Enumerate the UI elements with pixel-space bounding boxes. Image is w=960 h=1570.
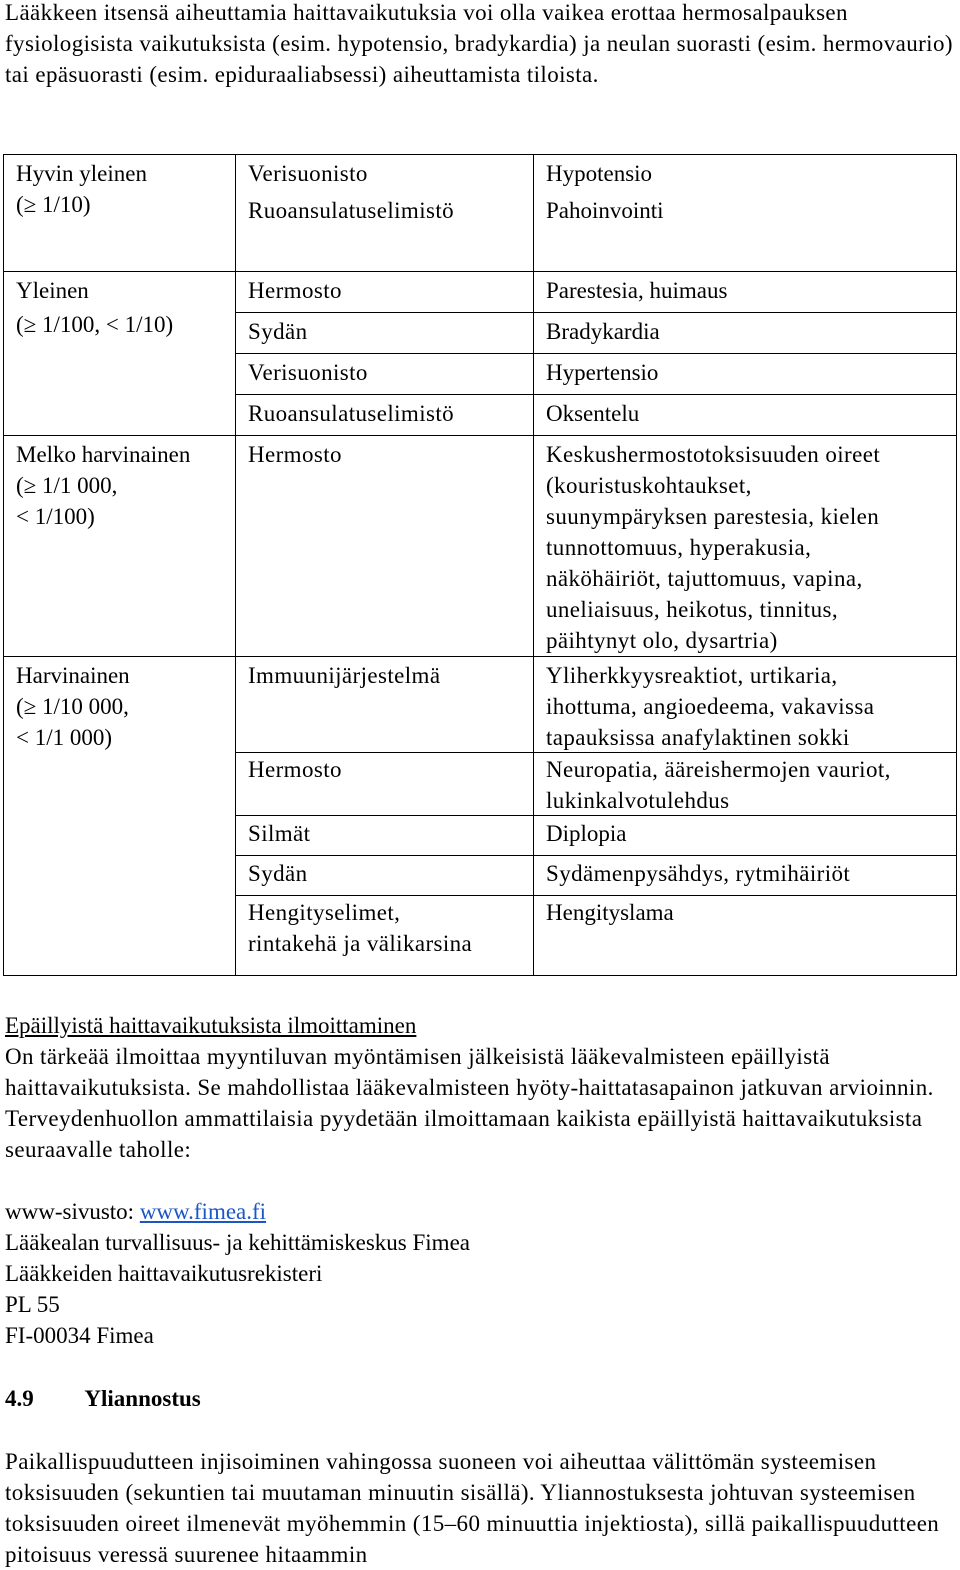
address-line: Lääkealan turvallisuus- ja kehittämiskeskus Fimea (5, 1230, 470, 1255)
effect-cell: Pahoinvointi (546, 198, 664, 223)
reporting-body: On tärkeää ilmoittaa myyntiluvan myöntämisen jälkeisistä lääkevalmisteen epäillyistä haittavaikutuksista. Se mahdollistaa lääkevalmisteen hyöty-haittatasapainon jatkuvan arvioinnin. Terveydenhuollon ammattilaisia pyydetään ilmoittamaan kaikista epäillyistä haittavaikutuksista seuraavalle taholle: (5, 1044, 934, 1162)
table-column-divider (533, 155, 534, 975)
table-row-divider (235, 895, 956, 896)
organ-cell: Ruoansulatuselimistö (248, 198, 455, 223)
table-row-divider (4, 271, 956, 272)
table-row-divider (235, 353, 956, 354)
table-row-divider (235, 394, 956, 395)
effect-cell: Keskushermostotoksisuuden oireet (kouristuskohtaukset, suunympäryksen parestesia, kielen tunnottomuus, hyperakusia, näköhäiriöt, tajuttomuus, vapina, uneliaisuus, heikotus, tinnitus, päihtynyt olo, dysartria) (546, 442, 881, 653)
frequency-cell: Hyvin yleinen (≥ 1/10) (16, 161, 147, 217)
table-row-divider (4, 656, 956, 657)
organ-cell: Hermosto (248, 442, 342, 467)
effect-cell: Hypertensio (546, 360, 659, 385)
organ-cell: Hengityselimet, rintakehä ja välikarsina (248, 900, 473, 956)
effect-cell: Yliherkkyysreaktiot, urtikaria, ihottuma, angioedeema, vakavissa tapauksissa anafylaktinen sokki (546, 663, 875, 750)
organ-cell: Verisuonisto (248, 161, 368, 186)
reporting-heading: Epäillyistä haittavaikutuksista ilmoittaminen (5, 1013, 417, 1038)
effect-cell: Bradykardia (546, 319, 660, 344)
table-row-divider (235, 312, 956, 313)
frequency-cell: Melko harvinainen (≥ 1/1 000, < 1/100) (16, 442, 191, 529)
effect-cell: Oksentelu (546, 401, 640, 426)
table-row-divider (235, 855, 956, 856)
website-line: www-sivusto: www.fimea.fi (5, 1199, 267, 1224)
address-line: FI-00034 Fimea (5, 1323, 154, 1348)
effect-cell: Hengityslama (546, 900, 674, 925)
organ-cell: Sydän (248, 861, 308, 886)
table-row-divider (4, 435, 956, 436)
effect-cell: Hypotensio (546, 161, 653, 186)
section-heading (5, 1383, 955, 1414)
organ-cell: Immuunijärjestelmä (248, 663, 441, 688)
organ-cell: Ruoansulatuselimistö (248, 401, 455, 426)
address-line: Lääkkeiden haittavaikutusrekisteri (5, 1261, 323, 1286)
organ-cell: Hermosto (248, 757, 342, 782)
organ-cell: Sydän (248, 319, 308, 344)
address-line: PL 55 (5, 1292, 60, 1317)
effect-cell: Sydämenpysähdys, rytmihäiriöt (546, 861, 851, 886)
frequency-cell: Yleinen (≥ 1/100, < 1/10) (16, 278, 174, 337)
table-column-divider (235, 155, 236, 975)
intro-paragraph: Lääkkeen itsensä aiheuttamia haittavaikutuksia voi olla vaikea erottaa hermosalpauksen fysiologisista vaikutuksista (esim. hypotensio, bradykardia) ja neulan suorasti (esim. hermovaurio) tai epäsuorasti (esim. epiduraaliabsessi) aiheuttamista tiloista. (5, 0, 953, 87)
adverse-effects-table (3, 154, 957, 976)
effect-cell: Neuropatia, ääreishermojen vauriot, lukinkalvotulehdus (546, 757, 891, 813)
section-body: Paikallispuudutteen injisoiminen vahingossa suoneen voi aiheuttaa välittömän systeemisen toksisuuden (sekuntien tai muutaman minuutin sisällä). Yliannostuksesta johtuvan systeemisen toksisuuden oireet ilmenevät myöhemmin (15–60 minuuttia injektiosta), sillä paikallispuudutteen pitoisuus veressä suurenee hitaammin (5, 1449, 940, 1567)
effect-cell: Parestesia, huimaus (546, 278, 728, 303)
organ-cell: Silmät (248, 821, 311, 846)
section-title: Yliannostus (84, 1386, 201, 1411)
reporting-section (5, 1010, 955, 1165)
section-number: 4.9 (5, 1386, 34, 1411)
organ-cell: Hermosto (248, 278, 342, 303)
fimea-link[interactable]: www.fimea.fi (139, 1199, 267, 1224)
effect-cell: Diplopia (546, 821, 627, 846)
contact-block (5, 1196, 955, 1351)
organ-cell: Verisuonisto (248, 360, 368, 385)
frequency-cell: Harvinainen (≥ 1/10 000, < 1/1 000) (16, 663, 130, 750)
